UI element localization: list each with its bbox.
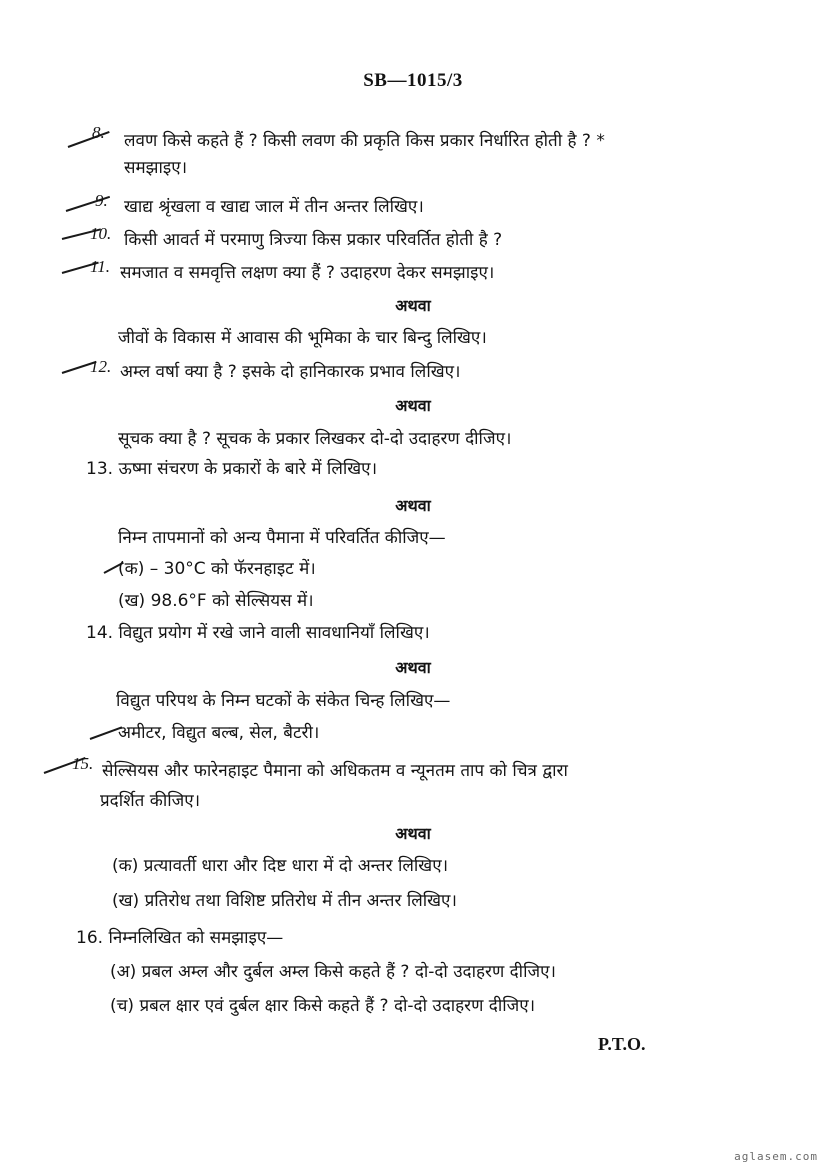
watermark: aglasem.com [734,1150,818,1163]
question-text: अम्ल वर्षा क्या है ? इसके दो हानिकारक प्रभाव लिखिए। [120,362,461,382]
question-text: निम्न तापमानों को अन्य पैमाना में परिवर्तित कीजिए— [118,528,446,548]
question-14-text: विद्युत प्रयोग में रखे जाने वाली सावधानियाँ लिखिए। [118,623,430,643]
question-text [86,622,430,644]
or-separator: अथवा [395,658,431,677]
question-text: समजात व समवृत्ति लक्षण क्या हैं ? उदाहरण देकर समझाइए। [120,263,495,283]
question-text: प्रदर्शित कीजिए। [100,791,201,811]
sub-question: (ख) प्रतिरोध तथा विशिष्ट प्रतिरोध में तीन अन्तर लिखिए। [112,891,457,911]
question-number: 12. [90,357,112,376]
question-number: 16. [76,928,104,948]
question-text: सूचक क्या है ? सूचक के प्रकार लिखकर दो-दो उदाहरण दीजिए। [118,429,512,449]
question-text: समझाइए। [124,158,188,178]
question-8-line1: लवण किसे कहते हैं ? किसी लवण की प्रकृति किस प्रकार निर्धारित होती है ? [124,131,591,151]
question-text: किसी आवर्त में परमाणु त्रिज्या किस प्रकार परिवर्तित होती है ? [124,230,503,250]
question-16-text: निम्नलिखित को समझाइए— [108,928,284,948]
question-text: जीवों के विकास में आवास की भूमिका के चार बिन्दु लिखिए। [118,328,487,348]
or-separator: अथवा [395,496,431,515]
question-number: 10. [90,224,112,243]
question-number: 14. [86,623,114,643]
sub-question: (च) प्रबल क्षार एवं दुर्बल क्षार किसे कहते हैं ? दो-दो उदाहरण दीजिए। [110,996,536,1016]
question-number: 13. [86,459,114,479]
question-number: 15. [72,754,94,773]
question-text [124,130,605,152]
sub-question: (ख) 98.6°F को सेल्सियस में। [118,591,314,611]
question-text [86,458,377,480]
or-separator: अथवा [395,396,431,415]
question-text [76,927,283,949]
or-separator: अथवा [395,296,431,315]
question-number: 8. [92,123,105,142]
pto-label: P.T.O. [598,1034,646,1054]
sub-question: (क) प्रत्यावर्ती धारा और दिष्ट धारा में दो अन्तर लिखिए। [112,856,449,876]
question-text: विद्युत परिपथ के निम्न घटकों के संकेत चिन्ह लिखिए— [116,691,451,711]
star-mark: * [596,131,605,151]
question-number: 9. [95,191,108,210]
question-13-text: ऊष्मा संचरण के प्रकारों के बारे में लिखिए। [118,459,378,479]
question-number: 11. [90,257,110,276]
component-list: अमीटर, विद्युत बल्ब, सेल, बैटरी। [118,723,320,743]
question-text: सेल्सियस और फारेनहाइट पैमाना को अधिकतम व न्यूनतम ताप को चित्र द्वारा [102,761,568,781]
sub-question: (अ) प्रबल अम्ल और दुर्बल अम्ल किसे कहते हैं ? दो-दो उदाहरण दीजिए। [110,962,556,982]
question-text: खाद्य श्रृंखला व खाद्य जाल में तीन अन्तर लिखिए। [124,197,424,217]
paper-code-header: SB—1015/3 [363,70,463,91]
or-separator: अथवा [395,824,431,843]
sub-question: (क) – 30°C को फॅरनहाइट में। [118,559,316,579]
